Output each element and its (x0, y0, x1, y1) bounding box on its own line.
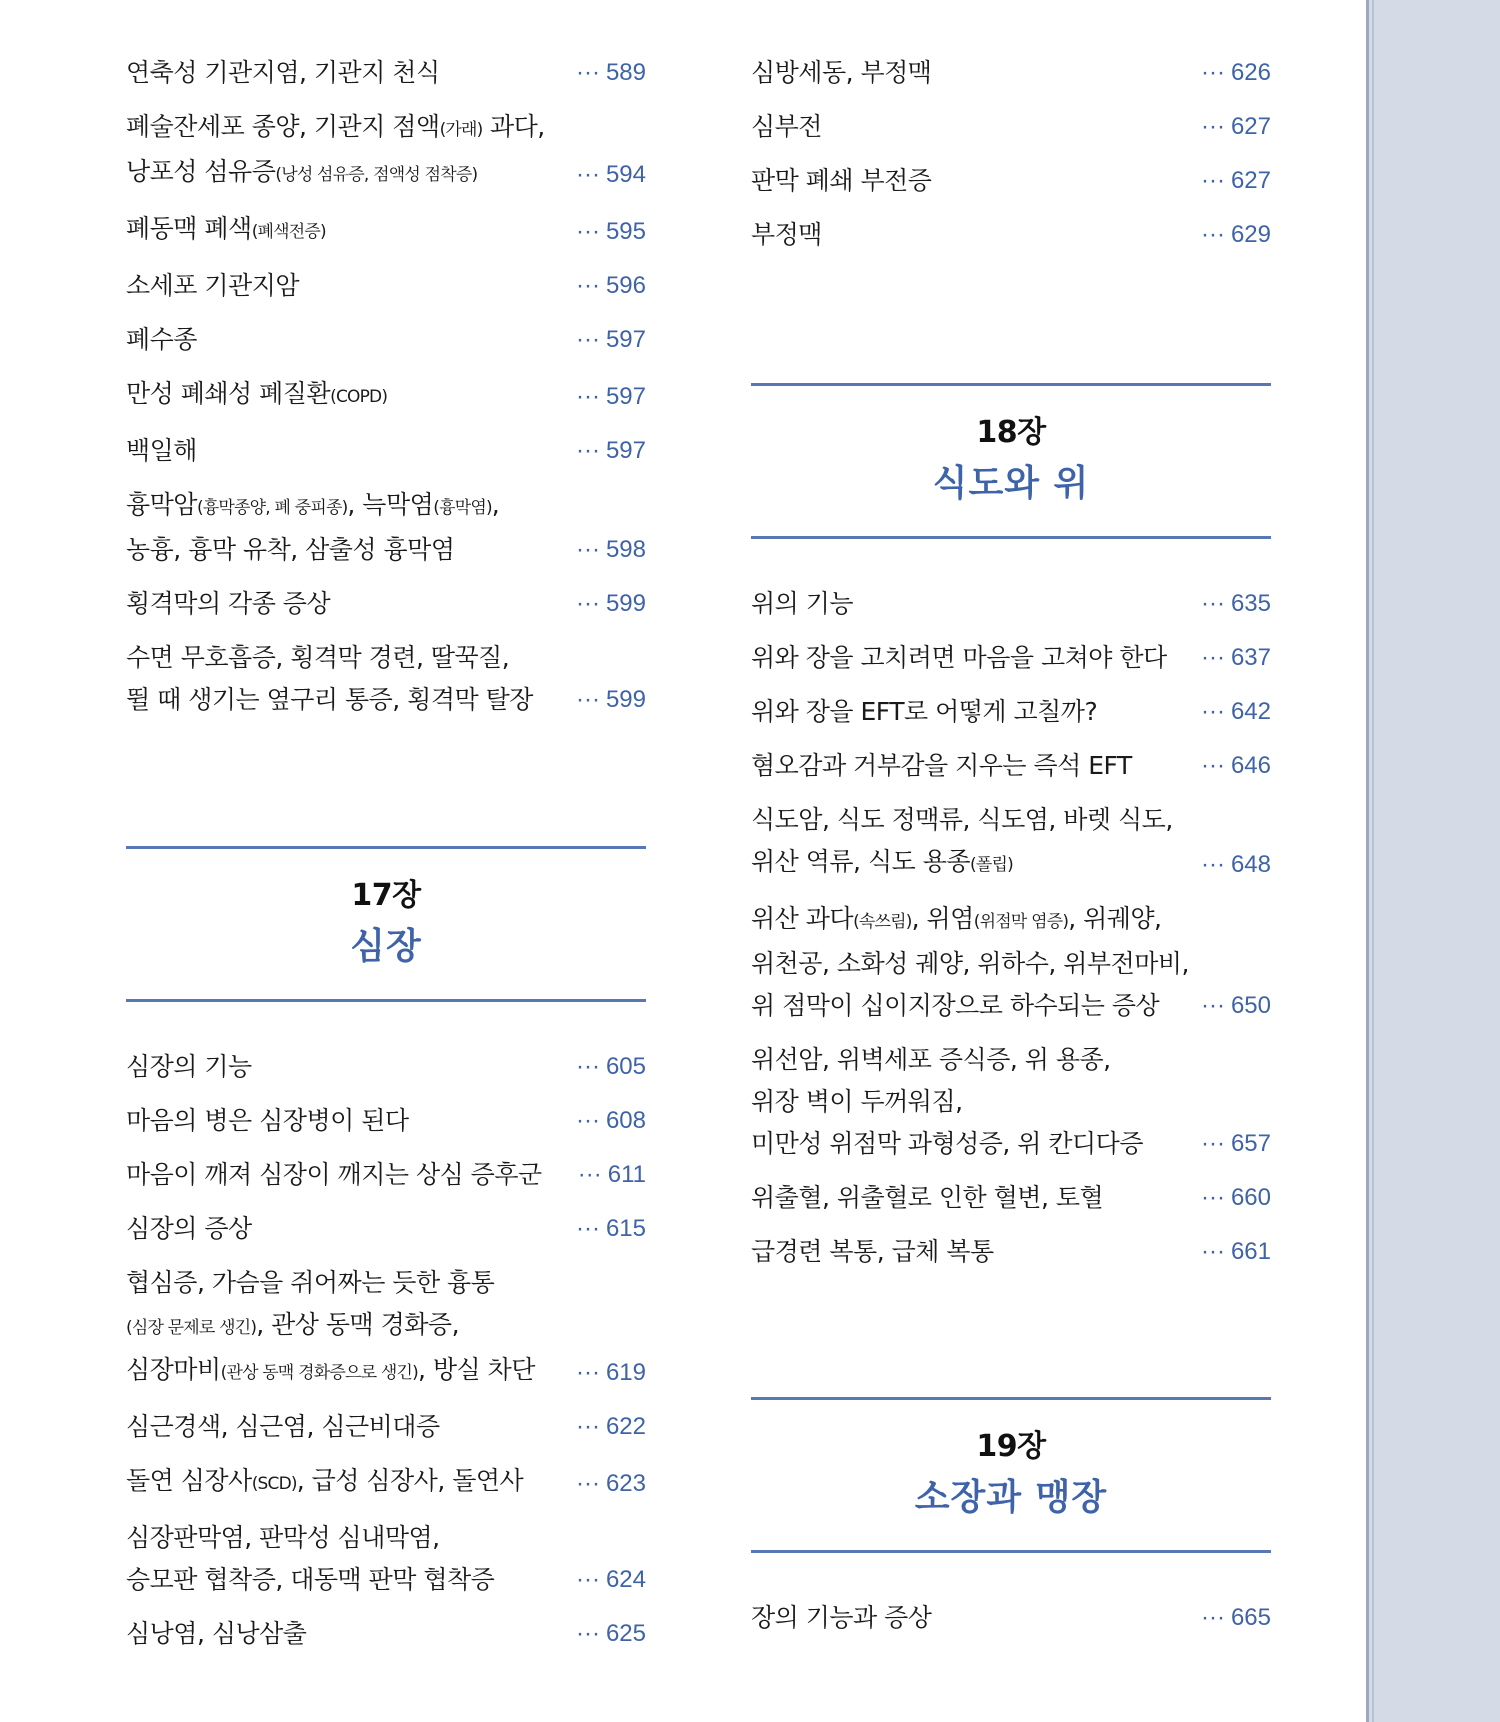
toc-entry-text: , 급성 심장사, 돌연사 (296, 1466, 524, 1495)
chapter-title: 식도와 위 (932, 463, 1090, 504)
page-number (1201, 583, 1271, 625)
toc-entry-text: 폐술잔세포 종양, 기관지 점액 (126, 112, 440, 141)
page-number-value: 642 (1230, 698, 1271, 725)
toc-entry[interactable] (126, 265, 646, 307)
leader-dots: ··· (575, 161, 600, 188)
toc-entry[interactable] (751, 745, 1271, 787)
page-number (576, 319, 646, 361)
page-number-value: 637 (1230, 644, 1271, 671)
chapter-19-header (751, 1397, 1271, 1553)
toc-entry-line (126, 151, 646, 196)
toc-entry-text: 낭포성 섬유증 (126, 157, 276, 186)
page-number (1201, 1231, 1271, 1273)
toc-entry-text: 위의 기능 (751, 589, 854, 618)
toc-entry[interactable] (126, 1046, 646, 1088)
toc-entry-text: 마음의 병은 심장병이 된다 (126, 1106, 409, 1135)
toc-entry-note: (SCD) (251, 1474, 297, 1494)
page-number-value: 657 (1230, 1130, 1271, 1157)
page-number-value: 626 (1230, 59, 1271, 86)
toc-entry[interactable] (751, 799, 1271, 886)
toc-entry[interactable] (751, 160, 1271, 202)
toc-entry-line (751, 1081, 1271, 1123)
toc-list-17 (126, 1046, 646, 1655)
toc-entry-text: 심장의 기능 (126, 1052, 252, 1081)
toc-entry[interactable] (126, 1517, 646, 1601)
page-number-value: 627 (1230, 113, 1271, 140)
page-number-value: 650 (1230, 992, 1271, 1019)
toc-entry-text: 위장 벽이 두꺼워짐, (751, 1087, 963, 1116)
toc-entry-line (751, 691, 1271, 733)
chapter-17-header (126, 846, 646, 1002)
side-strip-border (1366, 0, 1369, 1722)
toc-entry-line (126, 1262, 646, 1304)
toc-entry-text: 심장마비 (126, 1355, 221, 1384)
toc-entry-text: 소세포 기관지암 (126, 271, 299, 300)
toc-entry-text: 위산 역류, 식도 용종 (751, 847, 970, 876)
toc-entry-line (126, 1613, 646, 1655)
chapter-rule-top (751, 383, 1271, 386)
toc-entry-text: , (491, 490, 500, 519)
chapter-rule-bottom (126, 999, 646, 1002)
toc-entry-line (126, 1100, 646, 1142)
toc-entry-text: , 관상 동맥 경화증, (256, 1310, 460, 1339)
leader-dots: ··· (1200, 1604, 1225, 1631)
page-number-value: 627 (1230, 167, 1271, 194)
page-number (576, 430, 646, 472)
toc-entry-line (126, 106, 646, 151)
toc-entry[interactable] (126, 1613, 646, 1655)
toc-entry[interactable] (126, 583, 646, 625)
toc-list-17-cont (751, 52, 1271, 256)
toc-entry[interactable] (751, 637, 1271, 679)
page-number-value: 646 (1230, 752, 1271, 779)
leader-dots: ··· (1200, 992, 1225, 1019)
chapter-number: 18장 (976, 415, 1046, 450)
leader-dots: ··· (1200, 698, 1225, 725)
page-number (1201, 1597, 1271, 1639)
toc-entry-note: (COPD) (330, 387, 388, 407)
toc-entry[interactable] (751, 214, 1271, 256)
page-number (576, 679, 646, 721)
toc-entry-text: 백일해 (126, 436, 197, 465)
toc-list-19 (751, 1597, 1271, 1639)
page-number-value: 596 (605, 272, 646, 299)
leader-dots: ··· (577, 1161, 602, 1188)
leader-dots: ··· (575, 218, 600, 245)
toc-entry-note: (흉막종양, 폐 중피종) (196, 498, 348, 518)
page-number (578, 1154, 646, 1196)
page-number (1201, 844, 1271, 886)
page-number (576, 376, 646, 418)
leader-dots: ··· (575, 1470, 600, 1497)
toc-entry-text: 마음이 깨져 심장이 깨지는 상심 증후군 (126, 1160, 542, 1189)
toc-entry-line (751, 160, 1271, 202)
toc-entry[interactable] (751, 1039, 1271, 1165)
page-number (1201, 985, 1271, 1027)
toc-entry-text: 폐동맥 폐색 (126, 214, 252, 243)
toc-entry-text: 심부전 (751, 112, 822, 141)
leader-dots: ··· (575, 590, 600, 617)
toc-entry-text: 위선암, 위벽세포 증식증, 위 용종, (751, 1045, 1111, 1074)
toc-entry-text: 돌연 심장사 (126, 1466, 252, 1495)
toc-entry-text: 급경련 복통, 급체 복통 (751, 1237, 994, 1266)
toc-entry-line (126, 1406, 646, 1448)
toc-entry-line (126, 1460, 646, 1505)
chapter-rule-bottom (751, 536, 1271, 539)
toc-entry-text: , 방실 차단 (417, 1355, 535, 1384)
page-number (1201, 637, 1271, 679)
toc-entry[interactable] (126, 430, 646, 472)
page-number-value: 611 (607, 1161, 646, 1188)
toc-entry-text: , 늑막염 (347, 490, 434, 519)
leader-dots: ··· (1200, 167, 1225, 194)
toc-entry[interactable] (751, 1597, 1271, 1639)
toc-entry-text: 흉막암 (126, 490, 197, 519)
toc-entry-text: 판막 폐쇄 부전증 (751, 166, 932, 195)
page-number-value: 648 (1230, 851, 1271, 878)
page-number-value: 599 (605, 590, 646, 617)
page-number (1201, 160, 1271, 202)
toc-entry-line (126, 637, 646, 679)
toc-entry-text: 수면 무호흡증, 횡격막 경련, 딸꾹질, (126, 643, 510, 672)
page-number (1201, 106, 1271, 148)
toc-entry-line (751, 214, 1271, 256)
leader-dots: ··· (1200, 590, 1225, 617)
chapter-18-header (751, 383, 1271, 539)
toc-entry-text: 심방세동, 부정맥 (751, 58, 932, 87)
toc-entry-text: 장의 기능과 증상 (751, 1603, 932, 1632)
chapter-rule-bottom (751, 1550, 1271, 1553)
page-number (1201, 52, 1271, 94)
page-number (576, 52, 646, 94)
toc-entry[interactable] (751, 898, 1271, 1027)
leader-dots: ··· (1200, 851, 1225, 878)
page-number (576, 1100, 646, 1142)
toc-entry[interactable] (126, 106, 646, 196)
toc-entry-line (126, 265, 646, 307)
toc-entry-note: (심장 문제로 생긴) (126, 1318, 257, 1338)
toc-entry-text: 부정맥 (751, 220, 822, 249)
page-number-value: 623 (605, 1470, 646, 1497)
page-number-value: 622 (605, 1413, 646, 1440)
leader-dots: ··· (1200, 1130, 1225, 1157)
toc-entry[interactable] (751, 691, 1271, 733)
toc-entry-line (751, 841, 1271, 886)
page-number-value: 665 (1230, 1604, 1271, 1631)
toc-entry-note: (속쓰림) (853, 912, 912, 932)
leader-dots: ··· (1200, 1238, 1225, 1265)
toc-entry-note: (흉막염) (433, 498, 492, 518)
leader-dots: ··· (1200, 644, 1225, 671)
leader-dots: ··· (575, 437, 600, 464)
toc-entry-line (126, 1208, 646, 1250)
page-number (576, 1046, 646, 1088)
toc-entry[interactable] (751, 52, 1271, 94)
leader-dots: ··· (575, 1566, 600, 1593)
page-number (576, 1613, 646, 1655)
page-number (576, 1559, 646, 1601)
page-number (576, 211, 646, 253)
left-column (126, 52, 646, 1655)
toc-entry[interactable] (126, 373, 646, 418)
page-number (576, 1463, 646, 1505)
page-number-value: 595 (605, 218, 646, 245)
toc-entry-line (751, 898, 1271, 943)
chapter-rule-top (126, 846, 646, 849)
toc-entry-line (126, 208, 646, 253)
leader-dots: ··· (1200, 221, 1225, 248)
toc-entry-line (751, 1177, 1271, 1219)
toc-entry-line (126, 1349, 646, 1394)
leader-dots: ··· (575, 686, 600, 713)
toc-entry-text: 과다, (482, 112, 545, 141)
leader-dots: ··· (575, 1359, 600, 1386)
toc-entry[interactable] (126, 1460, 646, 1505)
toc-entry-text: 횡격막의 각종 증상 (126, 589, 331, 618)
page-number-value: 660 (1230, 1184, 1271, 1211)
chapter-rule-top (751, 1397, 1271, 1400)
toc-entry[interactable] (126, 1406, 646, 1448)
chapter-number: 17장 (351, 878, 421, 913)
toc-entry-line (126, 1046, 646, 1088)
page-number-value: 635 (1230, 590, 1271, 617)
toc-entry-line (126, 529, 646, 571)
toc-entry-text: 연축성 기관지염, 기관지 천식 (126, 58, 440, 87)
leader-dots: ··· (575, 326, 600, 353)
toc-entry[interactable] (751, 583, 1271, 625)
page-number-value: 619 (605, 1359, 646, 1386)
toc-entry-text: 위산 과다 (751, 904, 854, 933)
page-number-value: 597 (605, 326, 646, 353)
toc-entry-text: 만성 폐쇄성 폐질환 (126, 379, 331, 408)
page-number-value: 605 (605, 1053, 646, 1080)
leader-dots: ··· (1200, 1184, 1225, 1211)
page-number (1201, 745, 1271, 787)
toc-entry-line (751, 799, 1271, 841)
toc-entry-line (751, 583, 1271, 625)
toc-entry[interactable] (126, 637, 646, 721)
page-number (1201, 214, 1271, 256)
toc-entry-line (126, 679, 646, 721)
chapter-title: 소장과 맹장 (914, 1477, 1108, 1518)
page-number (576, 1406, 646, 1448)
page-number (1201, 1177, 1271, 1219)
leader-dots: ··· (1200, 59, 1225, 86)
page-number-value: 594 (605, 161, 646, 188)
toc-entry[interactable] (751, 1177, 1271, 1219)
chapter-title: 심장 (350, 926, 422, 967)
toc-entry-text: 식도암, 식도 정맥류, 식도염, 바렛 식도, (751, 805, 1173, 834)
toc-entry-line (751, 1039, 1271, 1081)
toc-entry-note: (폴립) (970, 855, 1013, 875)
leader-dots: ··· (575, 1620, 600, 1647)
toc-entry-line (126, 52, 646, 94)
toc-entry-line (126, 373, 646, 418)
toc-entry-note: (낭성 섬유증, 점액성 점착증) (275, 165, 478, 185)
page-number-value: 608 (605, 1107, 646, 1134)
leader-dots: ··· (575, 536, 600, 563)
page-number (576, 265, 646, 307)
toc-entry-note: (폐색전증) (251, 222, 326, 242)
toc-list-18 (751, 583, 1271, 1273)
leader-dots: ··· (575, 1215, 600, 1242)
toc-entry-text: 혐오감과 거부감을 지우는 즉석 EFT (751, 751, 1132, 780)
page-number (576, 1208, 646, 1250)
toc-entry[interactable] (126, 52, 646, 94)
page-number (576, 529, 646, 571)
toc-entry-text: 위와 장을 고치려면 마음을 고쳐야 한다 (751, 643, 1167, 672)
toc-entry-text: , 위염 (911, 904, 974, 933)
toc-entry-note: (가래) (439, 120, 483, 140)
page-number-value: 625 (605, 1620, 646, 1647)
leader-dots: ··· (575, 1107, 600, 1134)
toc-entry-text: 위출혈, 위출혈로 인한 혈변, 토혈 (751, 1183, 1104, 1212)
toc-entry-text: 심장의 증상 (126, 1214, 252, 1243)
toc-entry[interactable] (751, 1231, 1271, 1273)
leader-dots: ··· (575, 1413, 600, 1440)
toc-entry-note: (위점막 염증) (973, 912, 1069, 932)
toc-entry-line (751, 1123, 1271, 1165)
toc-entry-text: 농흉, 흉막 유착, 삼출성 흉막염 (126, 535, 455, 564)
chapter-number: 19장 (976, 1429, 1046, 1464)
page-number-value: 661 (1230, 1238, 1271, 1265)
leader-dots: ··· (575, 272, 600, 299)
page-number (576, 583, 646, 625)
toc-entry[interactable] (126, 208, 646, 253)
toc-entry-line (751, 1597, 1271, 1639)
toc-entry-text: 심낭염, 심낭삼출 (126, 1619, 307, 1648)
page-number (1201, 1123, 1271, 1165)
toc-entry-text: 뛸 때 생기는 옆구리 통증, 횡격막 탈장 (126, 685, 533, 714)
page-number-value: 597 (605, 383, 646, 410)
toc-entry[interactable] (126, 1154, 646, 1196)
toc-entry-line (126, 484, 646, 529)
page-number-value: 599 (605, 686, 646, 713)
toc-entry-text: 위천공, 소화성 궤양, 위하수, 위부전마비, (751, 949, 1189, 978)
leader-dots: ··· (1200, 752, 1225, 779)
toc-entry-line (126, 319, 646, 361)
page-number-value: 624 (605, 1566, 646, 1593)
toc-entry-line (751, 943, 1271, 985)
page-number-value: 629 (1230, 221, 1271, 248)
toc-entry-line (751, 1231, 1271, 1273)
toc-entry-line (751, 745, 1271, 787)
toc-entry-text: 폐수종 (126, 325, 197, 354)
toc-entry-line (126, 1517, 646, 1559)
leader-dots: ··· (575, 1053, 600, 1080)
page-number (576, 154, 646, 196)
side-strip (1366, 0, 1500, 1722)
toc-entry-note: (관상 동맥 경화증으로 생긴) (220, 1363, 418, 1383)
page-number-value: 598 (605, 536, 646, 563)
toc-entry-text: , 위궤양, (1068, 904, 1162, 933)
toc-entry-text: 승모판 협착증, 대동맥 판막 협착증 (126, 1565, 495, 1594)
toc-entry-text: 협심증, 가슴을 쥐어짜는 듯한 흉통 (126, 1268, 495, 1297)
toc-entry-line (751, 52, 1271, 94)
toc-entry-text: 미만성 위점막 과형성증, 위 칸디다증 (751, 1129, 1143, 1158)
toc-entry-text: 위와 장을 EFT로 어떻게 고칠까? (751, 697, 1098, 726)
toc-entry[interactable] (126, 319, 646, 361)
toc-entry[interactable] (126, 484, 646, 571)
toc-entry-text: 심장판막염, 판막성 심내막염, (126, 1523, 440, 1552)
toc-entry-line (126, 1559, 646, 1601)
toc-entry-line (126, 1304, 646, 1349)
right-column (751, 52, 1271, 1639)
leader-dots: ··· (575, 383, 600, 410)
side-strip-border-inner (1372, 0, 1374, 1722)
page-number-value: 589 (605, 59, 646, 86)
page-number-value: 615 (605, 1215, 646, 1242)
toc-entry-line (126, 430, 646, 472)
page-number-value: 597 (605, 437, 646, 464)
leader-dots: ··· (1200, 113, 1225, 140)
toc-entry-text: 위 점막이 십이지장으로 하수되는 증상 (751, 991, 1160, 1020)
page-number (576, 1352, 646, 1394)
toc-entry-line (126, 583, 646, 625)
toc-entry[interactable] (126, 1100, 646, 1142)
toc-entry[interactable] (126, 1208, 646, 1250)
toc-entry-text: 심근경색, 심근염, 심근비대증 (126, 1412, 440, 1441)
toc-entry-line (751, 985, 1271, 1027)
toc-entry[interactable] (126, 1262, 646, 1394)
toc-entry[interactable] (751, 106, 1271, 148)
toc-entry-line (126, 1154, 646, 1196)
toc-entry-line (751, 637, 1271, 679)
leader-dots: ··· (575, 59, 600, 86)
toc-list-16 (126, 52, 646, 721)
toc-entry-line (751, 106, 1271, 148)
page-number (1201, 691, 1271, 733)
